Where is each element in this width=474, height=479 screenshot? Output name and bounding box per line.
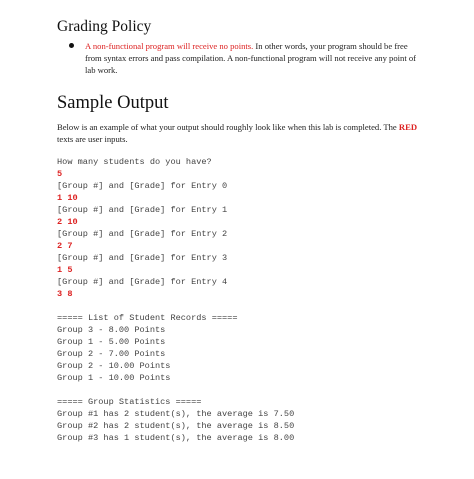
sample-output-title: Sample Output [57,93,169,113]
sample-output-description [57,121,427,145]
record-line: Group 2 - 7.00 Points [57,349,166,359]
grading-policy-text [85,40,425,77]
console-entry-prompt: [Group #] and [Grade] for Entry 2 [57,229,228,239]
console-entry-prompt: [Group #] and [Grade] for Entry 4 [57,277,228,287]
description-text: Below is an example of what your output should roughly look like when this lab is completed. The [57,122,399,132]
record-line: Group 1 - 10.00 Points [57,373,171,383]
console-entry-input: 1 5 [57,265,73,275]
bullet-icon [69,43,74,48]
record-line: Group 3 - 8.00 Points [57,325,166,335]
stats-line: Group #1 has 2 student(s), the average is 7.50 [57,409,295,419]
console-entry-input: 2 10 [57,217,78,227]
console-entry-prompt: [Group #] and [Grade] for Entry 0 [57,181,228,191]
console-entry-input: 3 8 [57,289,73,299]
console-prompt: How many students do you have? [57,157,212,167]
stats-line: Group #2 has 2 student(s), the average is 8.50 [57,421,295,431]
console-entry-prompt: [Group #] and [Grade] for Entry 1 [57,205,228,215]
console-entry-input: 2 7 [57,241,73,251]
console-input-count: 5 [57,169,63,179]
record-line: Group 1 - 5.00 Points [57,337,166,347]
grading-policy-detail: In other words, your program should be free from syntax errors and pass compilation. A non-functional program will not receive any point of lab work. [85,41,417,76]
grading-policy-title: Grading Policy [57,18,152,35]
red-keyword: RED [398,122,418,132]
stats-header: ===== Group Statistics ===== [57,397,202,407]
grading-policy-warning: A non-functional program will receive no points. [85,41,254,51]
console-entry-prompt: [Group #] and [Grade] for Entry 3 [57,253,228,263]
records-header: ===== List of Student Records ===== [57,313,238,323]
record-line: Group 2 - 10.00 Points [57,361,171,371]
description-text-end: texts are user inputs. [57,134,128,145]
console-entry-input: 1 10 [57,193,78,203]
stats-line: Group #3 has 1 student(s), the average is 8.00 [57,433,295,443]
